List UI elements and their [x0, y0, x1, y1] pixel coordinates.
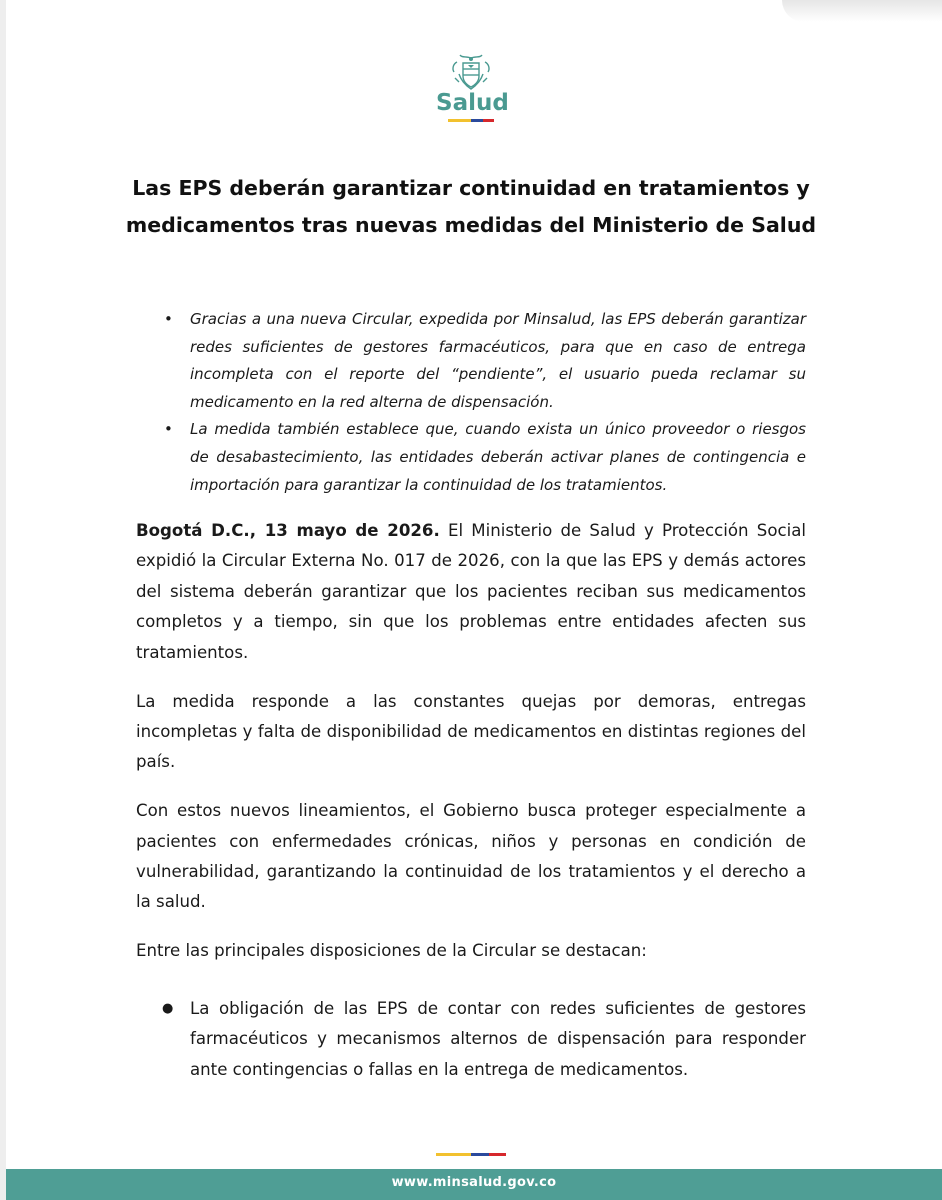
provision-text: La obligación de las EPS de contar con redes suficientes de gestores farmacéuticos y mecanismos alternos de dispensación para responder ante contingencias o fallas en la entrega de medicamentos.	[190, 998, 806, 1079]
logo-flag-stripe	[448, 119, 494, 122]
website-link[interactable]: www.minsalud.gov.co	[391, 1175, 557, 1190]
press-release-title: Las EPS deberán garantizar continuidad en tratamientos y medicamentos tras nuevas medidas del Ministerio de Salud	[125, 176, 817, 237]
logo-wordmark: Salud	[436, 90, 509, 116]
body-paragraph: La medida responde a las constantes quejas por demoras, entregas incompletas y falta de disponibilidad de medicamentos en distintas regiones del país.	[136, 691, 806, 772]
page-edge	[0, 0, 6, 1200]
bullet-icon: ●	[162, 1000, 174, 1016]
provisions-list	[136, 994, 806, 1085]
footer-bar	[6, 1169, 942, 1200]
minsalud-logo	[436, 52, 509, 122]
body-paragraph: Con estos nuevos lineamientos, el Gobierno busca proteger especialmente a pacientes con enfermedades crónicas, niños y personas en condición de vulnerabilidad, garantizando la continuidad de los tratamientos y el derecho a la salud.	[136, 801, 806, 912]
coat-of-arms-icon	[449, 52, 493, 92]
highlight-item	[162, 306, 806, 416]
footer-flag-stripe	[436, 1153, 506, 1156]
bullet-icon: •	[164, 310, 173, 328]
corner-shadow	[782, 0, 942, 22]
lead-paragraph	[136, 516, 806, 668]
bullet-icon: •	[164, 420, 173, 439]
highlight-text: La medida también establece que, cuando exista un único proveedor o riesgos de desabastecimiento, las entidades deberán activar planes de contingencia e importación para garantizar la continuidad de los tratamientos.	[190, 420, 806, 494]
highlight-item	[162, 416, 806, 499]
lead-text: El Ministerio de Salud y Protección Social expidió la Circular Externa No. 017 de 2026, con la que las EPS y demás actores del sistema deberán garantizar que los pacientes reciban sus medicamentos completos y a tiempo, sin que los problemas entre entidades afecten sus tratamientos.	[136, 521, 806, 662]
dateline: Bogotá D.C., 13 mayo de 2026.	[136, 521, 440, 540]
highlight-text: Gracias a una nueva Circular, expedida por Minsalud, las EPS deberán garantizar redes suficientes de gestores farmacéuticos, para que en caso de entrega incompleta con el reporte del “pendiente”, el usuario pueda reclamar su medicamento en la red alterna de dispensación.	[190, 310, 806, 411]
article-body	[136, 516, 806, 1085]
provision-item	[136, 994, 806, 1085]
body-paragraph: Entre las principales disposiciones de la Circular se destacan:	[136, 941, 647, 961]
highlights-list	[162, 306, 806, 499]
